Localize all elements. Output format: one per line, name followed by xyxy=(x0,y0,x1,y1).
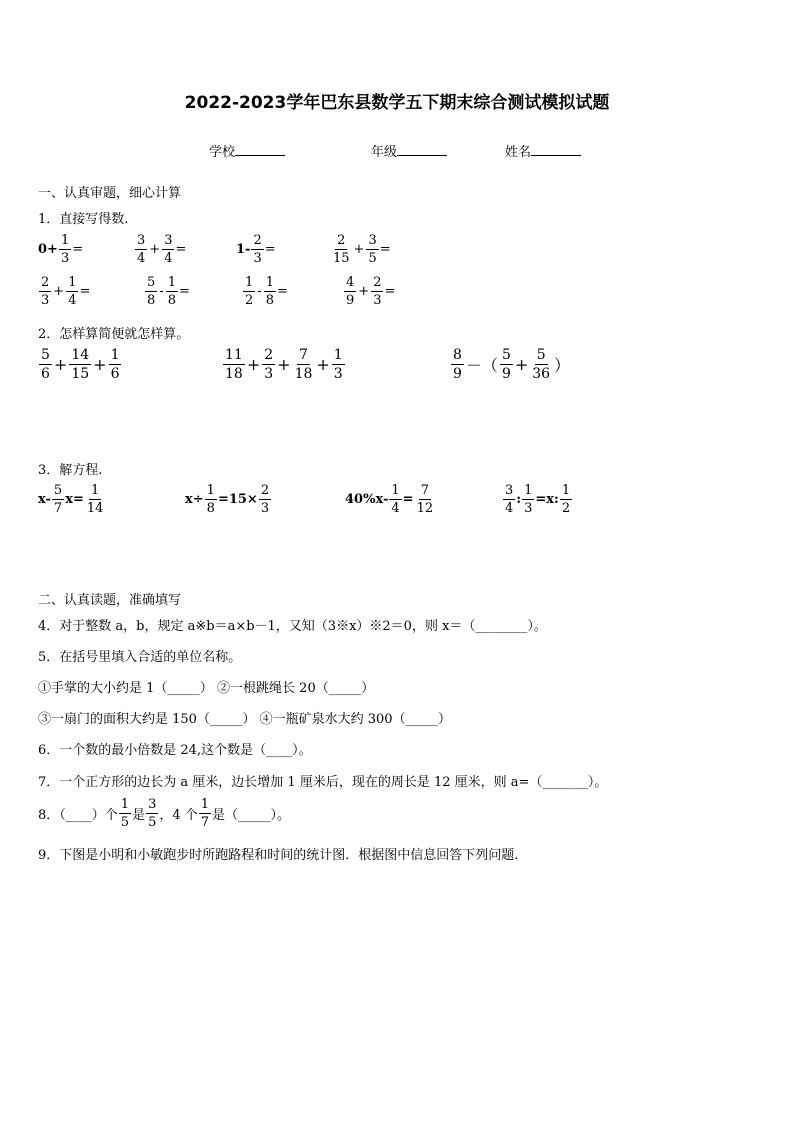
section1-heading: 一、认真审题，细心计算 xyxy=(38,186,182,201)
q2-expression-2: $\frac{11}{18}$ + $\frac{2}{3}$ + $\frac{7}{18}$ + $\frac{1}{3}$ xyxy=(225,347,343,382)
fraction: $\frac{2}{15}$ xyxy=(333,233,350,266)
fraction: $\frac{14}{15}$ xyxy=(71,347,90,382)
q3-label: 3．解方程. xyxy=(38,463,103,478)
q4-text: 4．对于整数 a，b，规定 a※b＝a×b－1，又知（3※x）※2＝0，则 x＝（________）。 xyxy=(38,619,547,634)
q1-item: $\frac{1}{2}$ - $\frac{1}{8}$ = xyxy=(245,275,288,308)
fraction: $\frac{3}{4}$ xyxy=(164,233,173,266)
school-blank[interactable] xyxy=(235,143,285,156)
fraction: $\frac{3}{4}$ xyxy=(505,483,514,516)
q2-label: 2．怎样算简便就怎样算。 xyxy=(38,327,190,342)
name-label: 姓名 xyxy=(505,145,532,160)
fraction: $\frac{1}{4}$ xyxy=(391,483,400,516)
name-field xyxy=(505,141,581,160)
q1-item: $\frac{2}{15}$ + $\frac{3}{5}$ = xyxy=(333,233,391,266)
fraction: $\frac{5}{6}$ xyxy=(41,347,50,382)
fraction: $\frac{3}{5}$ xyxy=(368,233,377,266)
q3-equation-1: x- $\frac{5}{7}$ x= $\frac{1}{14}$ xyxy=(38,483,104,516)
fraction: $\frac{5}{7}$ xyxy=(53,483,63,516)
fraction: $\frac{1}{8}$ xyxy=(167,275,176,308)
fraction: $\frac{1}{8}$ xyxy=(265,275,274,308)
grade-label: 年级 xyxy=(371,145,398,160)
q9-text: 9．下图是小明和小敏跑步时所跑路程和时间的统计图．根据图中信息回答下列问题. xyxy=(38,848,519,863)
q1-item: 0+ $\frac{1}{3}$ = xyxy=(38,233,84,266)
q3-equation-4: $\frac{3}{4}$ : $\frac{1}{3}$ =x: $\frac{1}{2}$ xyxy=(505,483,571,516)
fraction: $\frac{3}{5}$ xyxy=(148,797,157,830)
fraction: $\frac{1}{7}$ xyxy=(200,797,210,830)
page-title: 2022-2023学年巴东县数学五下期末综合测试模拟试题 xyxy=(184,93,610,113)
fraction: $\frac{7}{18}$ xyxy=(294,347,313,382)
fraction: $\frac{5}{9}$ xyxy=(501,347,511,382)
fraction: $\frac{5}{36}$ xyxy=(532,347,551,382)
q2-expression-1: $\frac{5}{6}$ + $\frac{14}{15}$ + $\frac{1}{6}$ xyxy=(41,347,120,382)
fraction: $\frac{1}{3}$ xyxy=(333,347,343,382)
fraction: $\frac{7}{12}$ xyxy=(416,483,434,516)
school-field xyxy=(209,141,285,160)
grade-blank[interactable] xyxy=(397,143,447,156)
fraction: $\frac{2}{3}$ xyxy=(41,275,50,308)
fraction: $\frac{5}{8}$ xyxy=(147,275,156,308)
school-label: 学校 xyxy=(209,145,236,160)
q5-part-a: ①手掌的大小约是 1（_____） ②一根跳绳长 20（_____） xyxy=(38,681,375,696)
q7-text: 7．一个正方形的边长为 a 厘米，边长增加 1 厘米后，现在的周长是 12 厘米，则 a=（_______）。 xyxy=(38,775,608,790)
fraction: $\frac{2}{3}$ xyxy=(264,347,274,382)
fraction: $\frac{3}{4}$ xyxy=(137,233,146,266)
q1-item: $\frac{5}{8}$ - $\frac{1}{8}$ = xyxy=(147,275,190,308)
q3-equation-2: x÷ $\frac{1}{8}$ =15× $\frac{2}{3}$ xyxy=(185,483,270,516)
q1-item: $\frac{3}{4}$ + $\frac{3}{4}$ = xyxy=(137,233,187,266)
q5-part-b: ③一扇门的面积大约是 150（_____） ④一瓶矿泉水大约 300（_____） xyxy=(38,712,452,727)
grade-field xyxy=(371,141,447,160)
fraction: $\frac{1}{5}$ xyxy=(120,797,130,830)
q3-equation-3: 40%x- $\frac{1}{4}$ = $\frac{7}{12}$ xyxy=(345,483,434,516)
fraction: $\frac{1}{8}$ xyxy=(206,483,215,516)
fraction: $\frac{2}{3}$ xyxy=(260,483,270,516)
fraction: $\frac{2}{3}$ xyxy=(373,275,382,308)
q1-item: $\frac{4}{9}$ + $\frac{2}{3}$ = xyxy=(346,275,396,308)
q1-item: $\frac{2}{3}$ + $\frac{1}{4}$ = xyxy=(41,275,91,308)
fraction: $\frac{2}{3}$ xyxy=(253,233,262,266)
fraction: $\frac{1}{3}$ xyxy=(524,483,533,516)
fraction: $\frac{8}{9}$ xyxy=(453,347,462,382)
section2-heading: 二、认真读题，准确填写 xyxy=(38,593,182,608)
fraction: $\frac{1}{4}$ xyxy=(68,275,77,308)
q6-text: 6．一个数的最小倍数是 24,这个数是（____）。 xyxy=(38,743,312,758)
fraction: $\frac{1}{2}$ xyxy=(245,275,254,308)
q8-text: 8．（____）个 $\frac{1}{5}$ 是 $\frac{3}{5}$ ，4 个 $\frac{1}{7}$ 是（_____）。 xyxy=(38,797,291,830)
name-blank[interactable] xyxy=(531,143,581,156)
fraction: $\frac{1}{3}$ xyxy=(60,233,70,266)
fraction: $\frac{1}{14}$ xyxy=(86,483,104,516)
q5-text: 5．在括号里填入合适的单位名称。 xyxy=(38,650,242,665)
q1-label: 1．直接写得数. xyxy=(38,212,129,227)
q1-item: 1- $\frac{2}{3}$ = xyxy=(236,233,276,266)
fraction: $\frac{4}{9}$ xyxy=(346,275,355,308)
fraction: $\frac{1}{2}$ xyxy=(561,483,571,516)
fraction: $\frac{1}{6}$ xyxy=(110,347,120,382)
q2-expression-3: $\frac{8}{9}$ －（ $\frac{5}{9}$ + $\frac{5}{36}$ ） xyxy=(453,347,571,382)
fraction: $\frac{11}{18}$ xyxy=(225,347,243,382)
